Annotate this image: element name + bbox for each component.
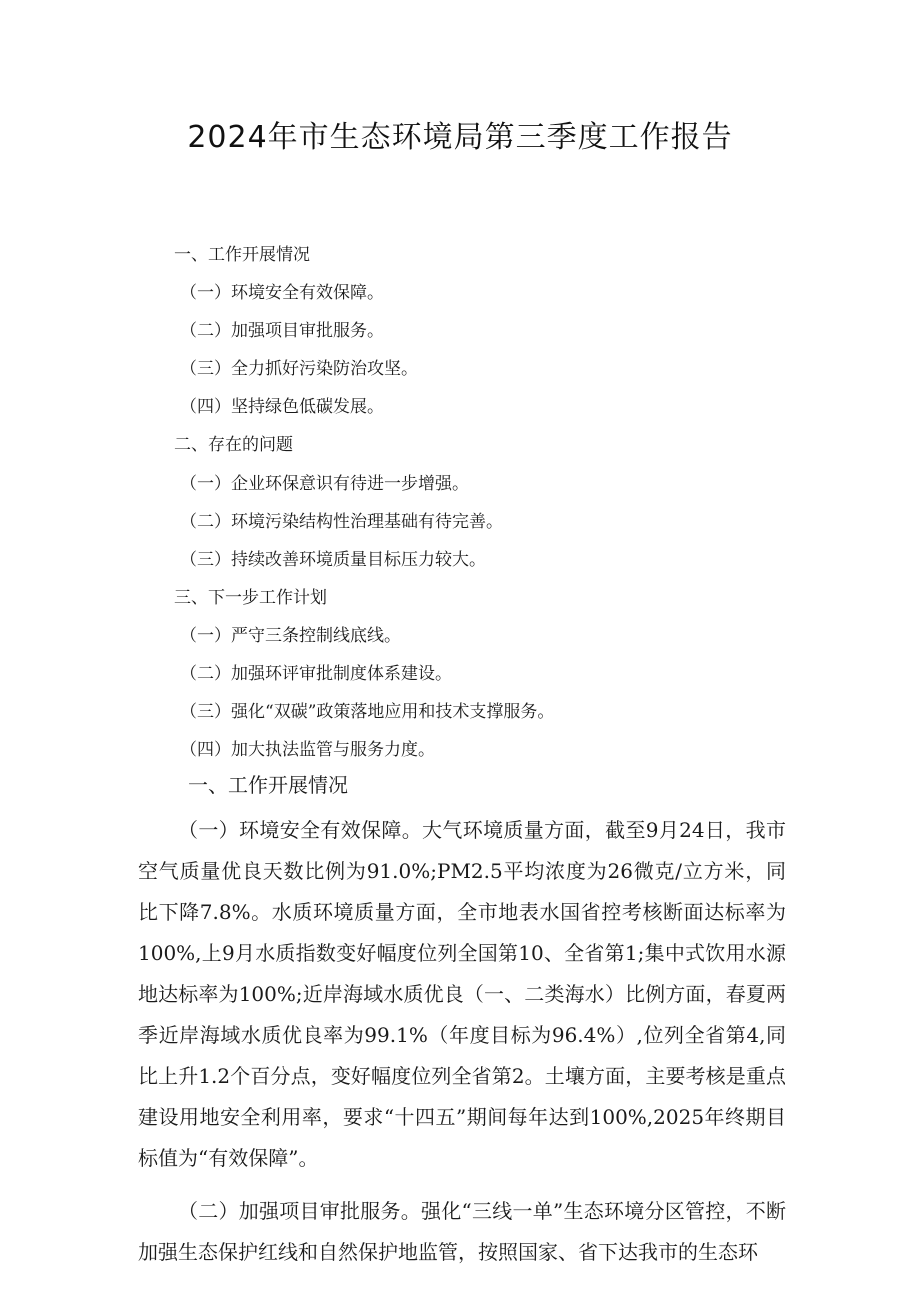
toc-item: （三）持续改善环境质量目标压力较大。 xyxy=(180,549,486,570)
toc-item: （二）环境污染结构性治理基础有待完善。 xyxy=(180,511,503,532)
table-of-contents xyxy=(174,240,554,773)
toc-heading: 二、存在的问题 xyxy=(174,435,293,456)
toc-item: （一）严守三条控制线底线。 xyxy=(180,625,401,646)
toc-item: （三）强化“双碳”政策落地应用和技术支撑服务。 xyxy=(180,702,555,723)
body-paragraph: （二）加强项目审批服务。强化“三线一单”生态环境分区管控，不断加强生态保护红线和自然保护地监管，按照国家、省下达我市的生态环 xyxy=(138,1199,786,1264)
toc-heading: 三、下一步工作计划 xyxy=(174,587,327,608)
toc-item: （四）坚持绿色低碳发展。 xyxy=(180,397,384,418)
toc-item: （一）环境安全有效保障。 xyxy=(180,283,384,304)
body-paragraph: （一）环境安全有效保障。大气环境质量方面，截至9月24日，我市空气质量优良天数比例为91.0%;PM2.5平均浓度为26微克/立方米，同比下降7.8%。水质环境质量方面，全市地表水国省控考核断面达标率为100%,上9月水质指数变好幅度位列全国第10、全省第1;集中式饮用水源地达标率为100%;近岸海域水质优良（一、二类海水）比例方面，春夏两季近岸海域水质优良率为99.1%（年度目标为96.4%）,位列全省第4,同比上升1.2个百分点，变好幅度位列全省第2。土壤方面，主要考核是重点建设用地安全利用率，要求“十四五”期间每年达到100%,2025年终期目标值为“有效保障”。 xyxy=(138,818,786,1170)
toc-item: （二）加强环评审批制度体系建设。 xyxy=(180,664,452,685)
toc-item: （三）全力抓好污染防治攻坚。 xyxy=(180,359,418,380)
body-text xyxy=(138,810,786,1285)
section-heading: 一、工作开展情况 xyxy=(188,773,348,797)
toc-item: （二）加强项目审批服务。 xyxy=(180,321,384,342)
toc-heading: 一、工作开展情况 xyxy=(174,245,310,265)
document-title: 2024年市生态环境局第三季度工作报告 xyxy=(187,120,733,155)
toc-item: （四）加大执法监管与服务力度。 xyxy=(180,740,435,761)
toc-item: （一）企业环保意识有待进一步增强。 xyxy=(180,473,469,494)
